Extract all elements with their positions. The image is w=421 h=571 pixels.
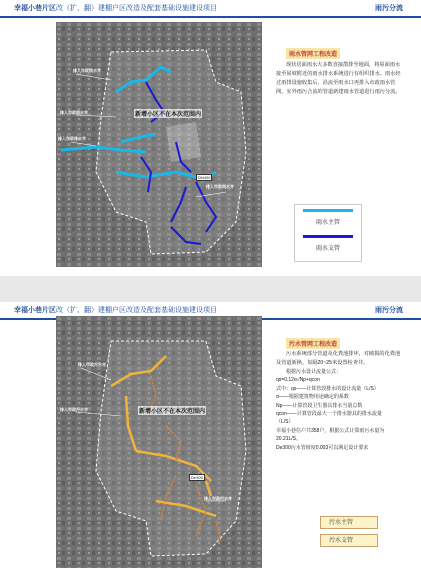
page-header xyxy=(0,0,421,18)
site-plan-map xyxy=(56,22,262,267)
sewage-branch-legend: 污水支管 xyxy=(320,534,378,547)
map-label-right-bottom: 排入市政雨水井 xyxy=(206,184,234,189)
project-title: 幸福小巷片区改（扩、翻）建棚户区改造及配套基础设施建设项目 xyxy=(14,307,217,314)
sewage-heading: 污水管网工程改造 xyxy=(286,338,340,349)
rain-heading: 雨水管网工程改造 xyxy=(286,48,340,59)
formula-line: 根据污水设计流量公式： xyxy=(286,369,342,375)
sewage-page xyxy=(0,302,421,571)
map-road-tag: DN400 xyxy=(198,175,211,180)
formula-line: 幸福小巷住户共358户，根据公式计算雨污水量为 xyxy=(276,427,385,434)
formula-line: α——根据建筑物用途确定的系数 xyxy=(276,394,349,401)
formula-line: Np——计算管段卫生器具排水当量总数 xyxy=(276,402,363,409)
rain-legend xyxy=(294,204,362,262)
map-label-center: 新增小区不在本次范围内 xyxy=(138,406,206,415)
formula-line: qcon——计算管段最大一个排水器具的排水流量 xyxy=(276,411,382,418)
rain-paragraph: 现状居面雨水大多数直接散排至地面，将屋面雨水接至屋坡附近的雨水排水系统进行有组织排水。雨水经过雨排设施收集后，沿流至雨水口再排入市政雨水管网。室外雨污合流的管道新建雨水管道进行雨污分流。 xyxy=(276,62,401,95)
map-label-left-mid: 排入市政污水井 xyxy=(60,407,88,412)
formula-block xyxy=(276,368,406,452)
sewage-paragraph: 污水系统部分管道及化粪池排坏，对破损的化粪池及管道新换。每隔20~25米设置检查井。 xyxy=(276,351,401,366)
rainwater-map xyxy=(56,22,262,267)
formula-line: De300污水管坡度0.003可以满足设计要求 xyxy=(276,444,369,451)
project-title: 幸福小巷片区改（扩、翻）建棚户区改造及配套基础设施建设项目 xyxy=(14,5,217,12)
map-label-left-top: 排入市政雨水井 xyxy=(73,68,101,73)
map-label-right-bottom: 排入市政污水井 xyxy=(204,496,232,501)
rain-main-swatch xyxy=(303,209,353,212)
site-plan-map xyxy=(56,316,262,568)
rain-branch-swatch xyxy=(303,235,353,238)
sewage-map xyxy=(56,316,262,568)
map-label-center: 新增小区不在本次范围内 xyxy=(134,109,202,118)
rain-branch-label: 雨水支管 xyxy=(315,246,340,252)
formula-line: qs=0.12α√Np+qcon xyxy=(276,377,320,384)
map-label-left-top: 排入市政污水井 xyxy=(78,362,106,367)
formula-line: 20.21L/S。 xyxy=(276,436,302,443)
map-road-tag: De300 xyxy=(191,475,203,480)
map-label-left-bottom: 排入市政排水井 xyxy=(58,136,86,141)
rainwater-page xyxy=(0,0,421,276)
section-label: 雨污分流 xyxy=(375,307,403,314)
sewage-main-legend: 污水主管 xyxy=(320,516,378,529)
rain-main-label: 雨水主管 xyxy=(315,220,340,226)
formula-line: （L/S） xyxy=(276,419,294,426)
formula-line: 式中：qs——计算管段排水的设计流量（L/S） xyxy=(276,385,379,392)
map-label-left-mid: 排入市政雨水井 xyxy=(60,110,88,115)
section-label: 雨污分流 xyxy=(375,5,403,12)
